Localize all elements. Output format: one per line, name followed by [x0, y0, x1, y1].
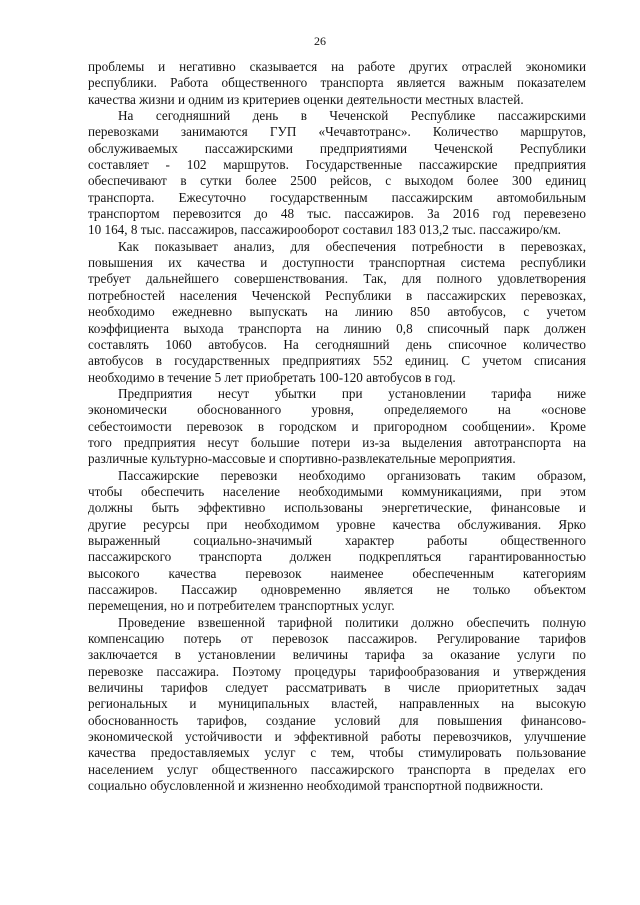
text-line: На сегодняшний день в Чеченской Республике пассажирскими [118, 108, 586, 124]
text-line: социально обусловленной и жизненно необходимой транспортной подвижности. [88, 778, 544, 794]
text-line: проблемы и негативно сказывается на работе других отраслей экономики [88, 59, 586, 74]
text-line: пассажирского транспорта должен подкрепляться гарантированностью [88, 549, 586, 565]
text-line: необходимо ежедневно выпускать на линию 850 автобусов, с учетом [88, 304, 586, 320]
text-line: пассажиров. Пассажир одновременно является не только объектом [88, 582, 586, 597]
page-number: 26 [314, 34, 326, 48]
paragraph [88, 239, 586, 386]
text-line: экономически обоснованного уровня, определяемого на «основе [88, 402, 586, 418]
text-line: автобусов в государственных предприятиях 552 единиц. С учетом списания [88, 353, 586, 369]
text-line: различные культурно-массовые и спортивно-развлекательные мероприятия. [88, 451, 516, 467]
text-line: необходимо в течение 5 лет приобретать 100-120 автобусов в год. [88, 369, 456, 385]
text-line: требует дальнейшего совершенствования. Так, для полного удовлетворения [88, 271, 586, 287]
text-line: себестоимости перевозок в городском и пригородном сообщении». Кроме [88, 418, 586, 434]
paragraph [88, 615, 586, 795]
text-line: перевозками занимаются ГУП «Чечавтотранс». Количество маршрутов, [88, 124, 586, 140]
text-line: составлять 1060 автобусов. На сегодняшний день списочное количество [88, 336, 586, 352]
text-line: чтобы обеспечить население необходимыми коммуникациями, при этом [88, 483, 586, 499]
text-line: Предприятия несут убытки при установлении тарифа ниже [118, 385, 586, 401]
paragraph [88, 59, 586, 108]
text-line: республики. Работа общественного транспорта является важным показателем [88, 75, 586, 91]
text-line: перемещения, но и потребителем транспортных услуг. [88, 598, 395, 614]
text-line: коэффициента выхода транспорта на линию 0,8 списочный парк должен [88, 320, 586, 336]
text-line: должны быть эффективно использованы энергетические, финансовые и [88, 500, 586, 516]
text-line: Проведение взвешенной тарифной политики должно обеспечить полную [118, 614, 586, 630]
paragraph [88, 386, 586, 468]
paragraph [88, 108, 586, 239]
text-line: транспорта. Ежесуточно государственным пассажирским автомобильным [88, 189, 586, 205]
text-line: высокого качества перевозок наименее обеспеченным категориям [88, 565, 586, 581]
text-line: выраженный социально-значимый характер работы общественного [88, 532, 586, 548]
text-line: региональных и муниципальных властей, направленных на высокую [88, 696, 586, 712]
document-body [88, 59, 586, 794]
text-line: величины тарифов следует рассматривать в числе приоритетных задач [88, 680, 586, 696]
text-line: другие ресурсы при необходимом уровне качества обслуживания. Ярко [88, 516, 586, 532]
text-line: составляет - 102 маршрутов. Государственные пассажирские предприятия [88, 157, 586, 173]
text-line: населением услуг общественного пассажирского транспорта в пределах его [88, 761, 586, 777]
text-line: Как показывает анализ, для обеспечения потребности в перевозках, [118, 238, 586, 254]
text-line: перевозке пассажира. Поэтому процедуры тарифообразования и утверждения [88, 663, 586, 679]
text-line: того предприятия несут большие потери из-за выделения автотранспорта на [88, 434, 586, 450]
text-line: Пассажирские перевозки необходимо организовать таким образом, [118, 467, 586, 483]
text-line: качества предоставляемых услуг с тем, чтобы стимулировать пользование [88, 745, 586, 761]
text-line: 10 164, 8 тыс. пассажиров, пассажирооборот составил 183 013,2 тыс. пассажиро/км. [88, 222, 561, 238]
text-line: транспортом перевозится до 48 тыс. пассажиров. За 2016 год перевезено [88, 206, 586, 222]
text-line: обслуживаемых пассажирскими предприятиями Чеченской Республики [88, 140, 586, 156]
text-line: обеспечивают в сутки более 2500 рейсов, с выходом более 300 единиц [88, 173, 586, 189]
text-line: компенсацию потерь от перевозок пассажиров. Регулирование тарифов [88, 631, 586, 647]
text-line: повышения их качества и доступности транспортная система республики [88, 255, 586, 271]
text-line: качества жизни и одним из критериев оценки деятельности местных властей. [88, 91, 524, 107]
text-line: потребностей населения Чеченской Республики в пассажирских перевозках, [88, 287, 586, 303]
paragraph [88, 468, 586, 615]
text-line: экономической устойчивости и эффективной работы перевозчиков, улучшение [88, 729, 586, 745]
text-line: заключается в установлении величины тарифа за оказание услуги по [88, 647, 586, 663]
text-line: обоснованность тарифов, создание условий для повышения финансово- [88, 712, 586, 728]
